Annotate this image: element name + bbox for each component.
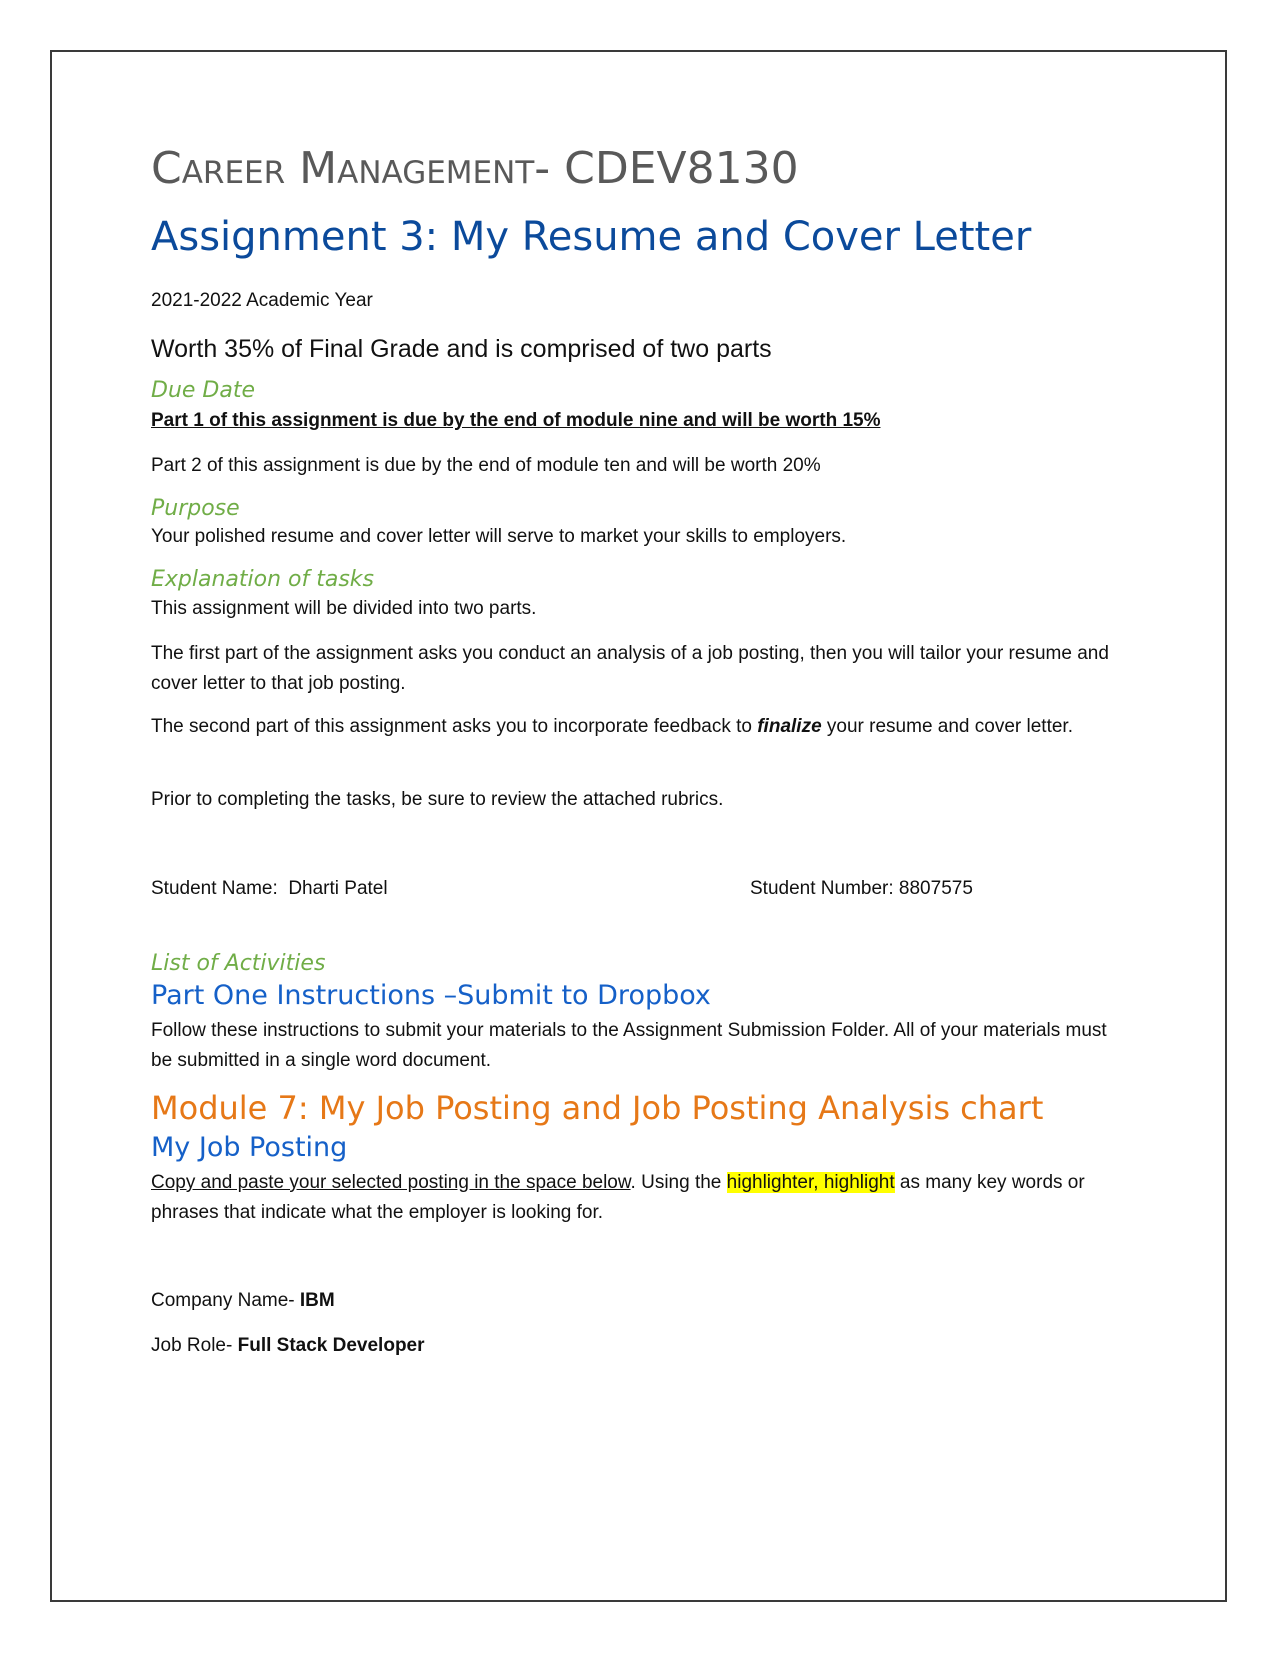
job-role: [151, 1331, 1111, 1361]
explanation-p3-before: The second part of this assignment asks you to incorporate feedback to: [151, 716, 758, 737]
due-date-part2: Part 2 of this assignment is due by the end of module ten and will be worth 20%: [151, 455, 821, 476]
activities-heading: List of Activities: [151, 951, 326, 976]
student-number: [750, 874, 973, 904]
role-value: Full Stack Developer: [237, 1335, 425, 1356]
job-posting-heading: My Job Posting: [151, 1132, 348, 1163]
page-border: [50, 50, 1227, 1602]
role-label: Job Role-: [151, 1335, 238, 1356]
student-number-value: 8807575: [898, 878, 973, 899]
due-date-part1: Part 1 of this assignment is due by the end of module nine and will be worth 15%: [151, 410, 881, 431]
part-one-text: Follow these instructions to submit your materials to the Assignment Submission Folder. All of your materials must be submitted in a single word document.: [151, 1020, 1107, 1071]
part-one-heading: Part One Instructions –Submit to Dropbox: [151, 980, 711, 1011]
student-number-label: Student Number:: [750, 878, 894, 899]
explanation-p4: Prior to completing the tasks, be sure to review the attached rubrics.: [151, 789, 724, 810]
explanation-p3: [151, 712, 1111, 742]
worth-statement: Worth 35% of Final Grade and is comprised of two parts: [151, 335, 772, 363]
student-name: [151, 874, 388, 904]
explanation-p2: The first part of the assignment asks you conduct an analysis of a job posting, then you will tailor your resume and cover letter to that job posting.: [151, 643, 1109, 694]
instructions-underlined: Copy and paste your selected posting in the space below: [151, 1172, 631, 1193]
purpose-text: Your polished resume and cover letter will serve to market your skills to employers.: [151, 526, 847, 547]
document-subtitle: Assignment 3: My Resume and Cover Letter: [151, 214, 1032, 260]
module7-heading: Module 7: My Job Posting and Job Posting Analysis chart: [151, 1089, 1044, 1127]
purpose-heading: Purpose: [151, 496, 240, 521]
academic-year: 2021-2022 Academic Year: [151, 290, 373, 311]
instructions-highlighted: highlighter, highlight: [726, 1172, 895, 1193]
explanation-heading: Explanation of tasks: [151, 567, 375, 592]
explanation-p1: This assignment will be divided into two parts.: [151, 598, 537, 619]
explanation-p3-after: your resume and cover letter.: [821, 716, 1073, 737]
due-date-heading: Due Date: [151, 378, 255, 403]
company-name: [151, 1286, 1111, 1316]
company-label: Company Name-: [151, 1290, 300, 1311]
company-value: IBM: [299, 1290, 335, 1311]
instructions-after: as many key words or phrases that indicate what the employer is looking for.: [151, 1172, 1085, 1223]
instructions-mid: . Using the: [630, 1172, 727, 1193]
job-posting-instructions: [151, 1168, 1111, 1228]
document-title: Career Management- CDEV8130: [151, 143, 799, 194]
student-name-label: Student Name:: [151, 878, 278, 899]
explanation-p3-emphasis: finalize: [757, 716, 822, 737]
student-name-value: Dharti Patel: [288, 878, 388, 899]
